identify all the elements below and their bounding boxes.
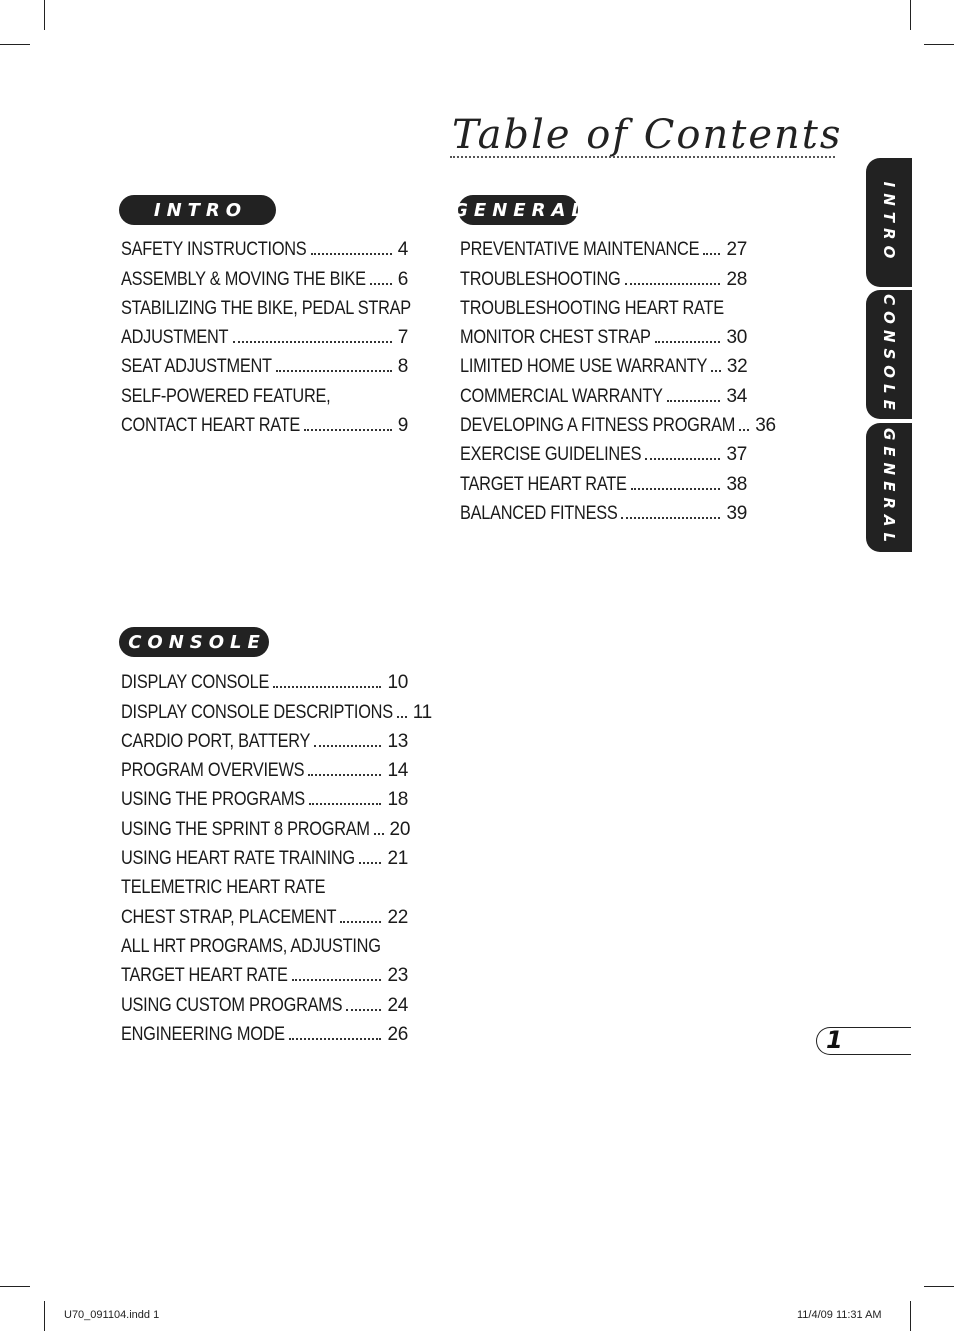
crop-mark: [924, 44, 954, 45]
dot-leader: [289, 1038, 381, 1040]
toc-entry[interactable]: [460, 347, 747, 376]
dot-leader: [309, 803, 381, 805]
toc-entry-title: CARDIO PORT, BATTERY: [121, 730, 311, 752]
toc-entry[interactable]: [121, 985, 408, 1014]
toc-entry[interactable]: [121, 956, 408, 985]
dot-leader: [273, 686, 382, 688]
toc-entry-title: ENGINEERING MODE: [121, 1023, 285, 1045]
toc-entry-title: USING THE SPRINT 8 PROGRAM: [121, 818, 370, 840]
toc-list-console: [121, 663, 432, 1045]
dot-leader: [374, 833, 384, 835]
slug-datetime: 11/4/09 11:31 AM: [797, 1309, 882, 1321]
dot-leader: [311, 253, 392, 255]
toc-entry-page: 6: [397, 268, 408, 290]
toc-entry-page: 37: [726, 444, 747, 466]
toc-entry[interactable]: [121, 230, 408, 259]
toc-entry[interactable]: [121, 318, 408, 347]
dot-leader: [667, 400, 720, 402]
toc-entry[interactable]: [121, 722, 408, 751]
toc-entry-title: EXERCISE GUIDELINES: [460, 444, 642, 466]
side-tab-label: GENERAL: [880, 427, 898, 548]
dot-leader: [292, 979, 382, 981]
crop-mark: [924, 1286, 954, 1287]
toc-entry-page: 13: [387, 730, 408, 752]
toc-entry[interactable]: [460, 406, 776, 437]
toc-entry: [121, 868, 408, 897]
toc-entry[interactable]: [460, 259, 747, 288]
toc-entry-page: 36: [755, 415, 776, 437]
dot-leader: [359, 862, 382, 864]
toc-entry-page: 14: [387, 760, 408, 782]
dot-leader: [397, 716, 407, 718]
toc-entry-page: 28: [726, 268, 747, 290]
toc-entry-title: DISPLAY CONSOLE: [121, 672, 270, 694]
toc-entry[interactable]: [460, 376, 747, 405]
toc-entry-title: STABILIZING THE BIKE, PEDAL STRAP: [121, 297, 411, 319]
toc-entry-title: ALL HRT PROGRAMS, ADJUSTING: [121, 935, 381, 957]
toc-entry[interactable]: [121, 839, 408, 868]
toc-entry-title: COMMERCIAL WARRANTY: [460, 385, 663, 407]
title-underline: [450, 156, 835, 158]
toc-entry-page: 38: [726, 473, 747, 495]
dot-leader: [314, 745, 381, 747]
side-tab-label: INTRO: [880, 181, 898, 264]
toc-entry[interactable]: [460, 318, 747, 347]
toc-entry-page: 32: [726, 356, 748, 378]
section-label-console: [119, 627, 269, 657]
toc-entry-title: DEVELOPING A FITNESS PROGRAM: [460, 415, 736, 437]
toc-entry-page: 30: [726, 327, 747, 349]
toc-entry-page: 11: [412, 701, 432, 723]
toc-entry-title: TROUBLESHOOTING HEART RATE: [460, 297, 724, 319]
toc-entry-page: 7: [397, 327, 408, 349]
dot-leader: [233, 341, 392, 343]
toc-entry-title: PREVENTATIVE MAINTENANCE: [460, 239, 700, 261]
toc-entry-title: LIMITED HOME USE WARRANTY: [460, 356, 708, 378]
toc-entry-title: USING THE PROGRAMS: [121, 789, 305, 811]
side-tab-intro[interactable]: [866, 158, 912, 287]
toc-entry-page: 24: [387, 994, 408, 1016]
toc-entry-title: DISPLAY CONSOLE DESCRIPTIONS: [121, 701, 393, 723]
toc-entry[interactable]: [121, 1015, 408, 1044]
toc-entry-page: 27: [726, 239, 747, 261]
crop-mark: [44, 0, 45, 30]
toc-entry[interactable]: [121, 259, 408, 288]
toc-entry-title: CHEST STRAP, PLACEMENT: [121, 906, 337, 928]
page-title: Table of Contents: [452, 112, 843, 158]
toc-entry-page: 4: [397, 239, 408, 261]
toc-entry-title: ASSEMBLY & MOVING THE BIKE: [121, 268, 366, 290]
slug-file: U70_091104.indd 1: [64, 1309, 160, 1321]
section-label-text: GENERAL: [453, 199, 589, 221]
dot-leader: [304, 429, 392, 431]
section-label-text: INTRO: [153, 199, 248, 221]
toc-entry[interactable]: [121, 692, 432, 723]
toc-entry-title: SELF-POWERED FEATURE,: [121, 385, 331, 407]
dot-leader: [655, 341, 721, 343]
toc-entry[interactable]: [121, 809, 411, 840]
dot-leader: [621, 517, 720, 519]
dot-leader: [645, 458, 720, 460]
toc-entry-title: CONTACT HEART RATE: [121, 415, 301, 437]
dot-leader: [346, 1009, 381, 1011]
dot-leader: [340, 921, 381, 923]
toc-entry-page: 22: [387, 906, 408, 928]
side-tab-general[interactable]: [866, 423, 912, 552]
toc-entry[interactable]: [121, 751, 408, 780]
dot-leader: [711, 370, 721, 372]
toc-entry-title: SEAT ADJUSTMENT: [121, 356, 272, 378]
dot-leader: [739, 429, 749, 431]
dot-leader: [625, 283, 721, 285]
toc-entry[interactable]: [460, 230, 747, 259]
toc-entry-title: TARGET HEART RATE: [121, 965, 288, 987]
toc-entry: [121, 376, 408, 405]
toc-entry: [460, 289, 747, 318]
toc-entry-page: 23: [387, 965, 408, 987]
dot-leader: [308, 774, 381, 776]
page-number: 1: [826, 1026, 843, 1054]
toc-entry-title: TELEMETRIC HEART RATE: [121, 877, 326, 899]
toc-entry-title: SAFETY INSTRUCTIONS: [121, 239, 307, 261]
section-label-intro: [119, 195, 276, 225]
toc-entry-title: BALANCED FITNESS: [460, 502, 618, 524]
toc-entry-page: 9: [397, 415, 408, 437]
toc-entry-page: 26: [387, 1023, 408, 1045]
section-label-general: [453, 195, 589, 225]
toc-entry-title: USING CUSTOM PROGRAMS: [121, 994, 343, 1016]
toc-list-intro: [121, 230, 411, 437]
toc-entry-page: 18: [387, 789, 408, 811]
side-tab-label: CONSOLE: [880, 293, 898, 416]
crop-mark: [0, 44, 30, 45]
dot-leader: [370, 283, 392, 285]
toc-entry-title: PROGRAM OVERVIEWS: [121, 760, 305, 782]
toc-entry[interactable]: [121, 406, 408, 435]
toc-entry[interactable]: [121, 897, 408, 926]
toc-entry-page: 8: [397, 356, 408, 378]
toc-entry-page: 21: [387, 848, 408, 870]
toc-entry-title: TARGET HEART RATE: [460, 473, 627, 495]
toc-entry-title: TROUBLESHOOTING: [460, 268, 621, 290]
toc-entry: [121, 289, 411, 319]
crop-mark: [910, 1301, 911, 1331]
toc-entry[interactable]: [460, 435, 747, 464]
toc-entry-title: USING HEART RATE TRAINING: [121, 848, 355, 870]
section-label-text: CONSOLE: [128, 631, 266, 653]
toc-entry-page: 34: [726, 385, 747, 407]
toc-entry-title: MONITOR CHEST STRAP: [460, 327, 651, 349]
toc-entry[interactable]: [121, 663, 408, 692]
crop-mark: [910, 0, 911, 30]
crop-mark: [44, 1301, 45, 1331]
dot-leader: [703, 253, 720, 255]
toc-entry-page: 20: [389, 818, 411, 840]
toc-entry[interactable]: [460, 494, 747, 523]
side-tab-console[interactable]: [866, 290, 912, 419]
toc-entry-page: 10: [387, 672, 408, 694]
toc-entry[interactable]: [121, 347, 408, 376]
dot-leader: [631, 488, 721, 490]
toc-entry-page: 39: [726, 502, 747, 524]
crop-mark: [0, 1286, 30, 1287]
toc-list-general: [460, 230, 776, 524]
toc-entry[interactable]: [121, 780, 408, 809]
toc-entry: [121, 927, 408, 956]
toc-entry-title: ADJUSTMENT: [121, 327, 229, 349]
dot-leader: [276, 370, 392, 372]
toc-entry[interactable]: [460, 464, 747, 493]
